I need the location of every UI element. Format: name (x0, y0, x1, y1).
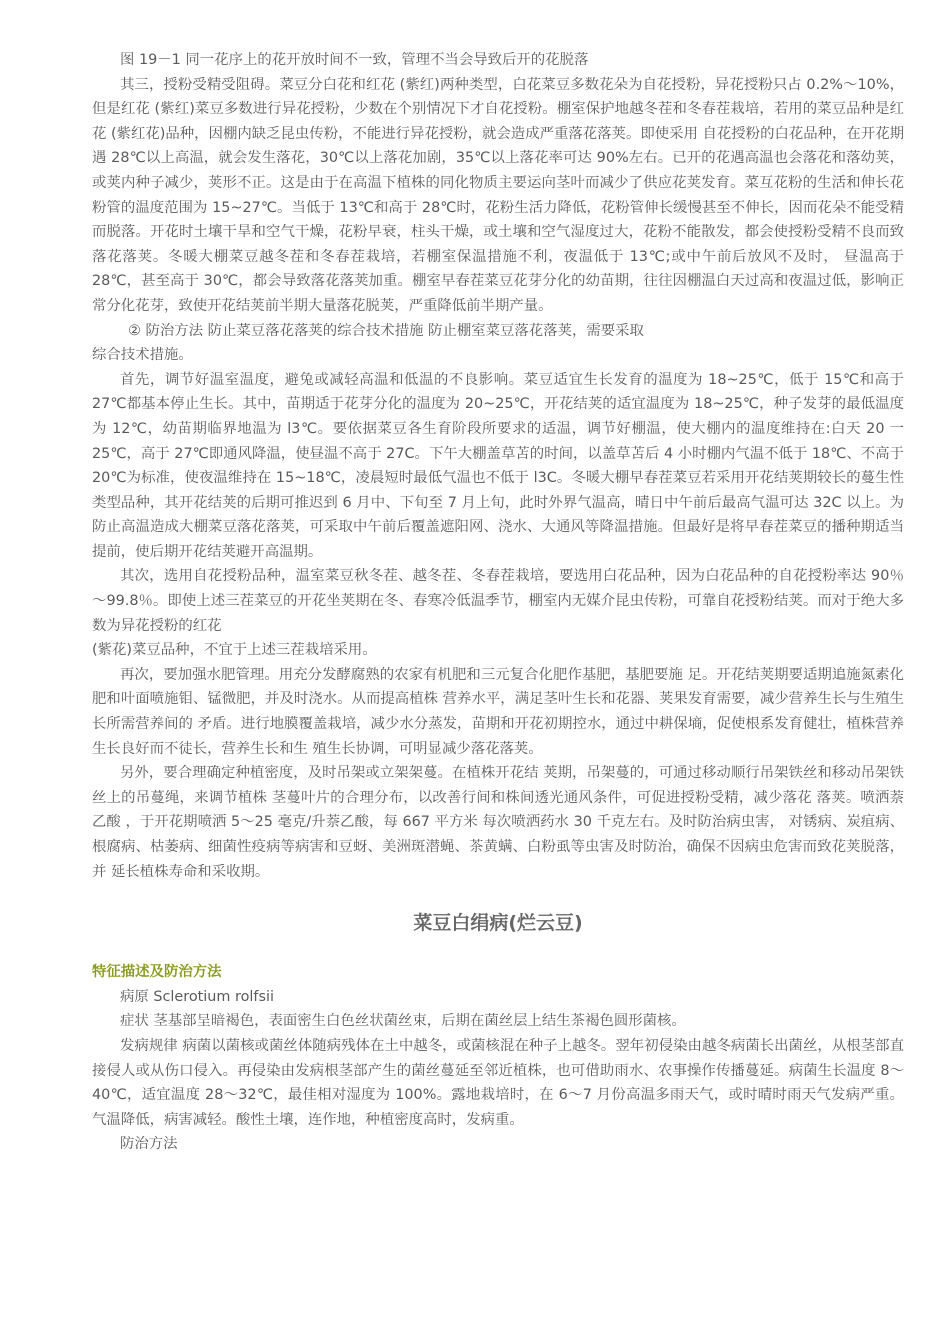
paragraph-density: 另外，要合理确定种植密度，及时吊架或立架架蔓。在植株开花结 荚期，吊架蔓的，可通过移动顺行吊架铁丝和移动吊架铁丝上的吊蔓绳，来调节植株 茎蔓叶片的合理分布，以改善行间和株间透光通风条件，可促进授粉受精，减少落花 落荚。喷洒萘乙酸 ，于开花期喷洒 5～25 毫克/升萘乙酸，每 667 平方米 每次喷洒药水 30 千克左右。及时防治病虫害， 对锈病、炭疽病、根腐病、枯萎病、细菌性疫病等病害和豆蚜、美洲斑潜蝇、茶黄螨、白粉虱等虫害及时防治，确保不因病虫危害而致花荚脱落，并 延长植株寿命和采收期。 (92, 765, 904, 880)
paragraph-prevention-continuation: 综合技术措施。 (92, 347, 193, 364)
disease-pattern-paragraph: 发病规律 病菌以菌核或菌丝体随病残体在土中越冬，或菌核混在种子上越冬。翌年初侵染由越冬病菌长出菌丝，从根茎部直接侵人或从伤口侵入。再侵染由发病根茎部产生的菌丝蔓延至邻近植株，也可借助雨水、农事操作传播蔓延。病菌生长温度 8～40℃，适宜温度 28～32℃，最佳相对湿度为 100%。露地栽培时，在 6～7 月份高温多雨天气，或时晴时雨天气发病严重。气温降低，病害减轻。酸性土壤，连作地，种植密度高时，发病重。 (92, 1037, 904, 1128)
figure-caption: 图 19－1 同一花序上的花开放时间不一致，管理不当会导致后开的花脱落 (120, 52, 589, 68)
document-page (92, 48, 904, 1157)
paragraph-temperature: 首先，调节好温室温度，避兔或减轻高温和低温的不良影响。菜豆适宜生长发育的温度为 18~25℃，低于 15℃和高于 27℃都基本停止生长。其中，苗期适于花芽分化的温度为 20~25℃，开花结荚的适宜温度为 18~25℃，种子发芽的最低温度为 12℃，幼苗期临界地温为 l3℃。要依据菜豆各生育阶段所要求的适温，调节好棚温，使大棚内的温度维持在:白天 20 一 25℃，高于 27℃即通风降温，使昼温不高于 27C。下午大棚盖草苫的时间，以盖草苫后 4 小时棚内气温不低于 18℃、不高于 20℃为标准，使夜温维持在 15~18℃，凌晨短时最低气温也不低于 l3C。冬暖大棚早春茬菜豆若采用开花结荚期较长的蔓生性类型品种，其开花结荚的后期可推迟到 6 月中、下旬至 7 月上旬，此时外界气温高，晴日中午前后最高气温可达 32C 以上。为防止高温造成大棚菜豆落花落荚，可采取中午前后覆盖遮阳网、浇水、大通风等降温措施。但最好是将早春茬菜豆的播种期适当提前，使后期开花结荚避开高温期。 (92, 371, 904, 560)
paragraph-variety-continuation: (紫花)菜豆品种，不宜于上述三茬栽培采用。 (92, 642, 377, 659)
paragraph-pollination: 其三，授粉受精受阻碍。菜豆分白花和红花 (紫红)两种类型，白花菜豆多数花朵为自花授粉，异花授粉只占 0.2%～10%，但是红花 (紫红)菜豆多数进行异花授粉，少数在个别情况下才自花授粉。棚室保护地越冬茬和冬春茬栽培，若用的菜豆品种是红花 (紫红花)品种，因棚内缺乏昆虫传粉，不能进行异花授粉，就会造成严重落花落荚。即使采用 自花授粉的白花品种，在开花期遇 28℃以上高温，就会发生落花，30℃以上落花加剧，35℃以上落花率可达 90%左右。已开的花遇高温也会落花和落幼荚，或荚内种子减少，荚形不正。这是由于在高温下植株的同化物质主要运向茎叶而减少了供应花荚发育。菜互花粉的生活和伸长花粉管的温度范围为 15~27℃。当低于 13℃和高于 28℃时，花粉生活力降低，花粉管伸长缓慢甚至不伸长，因而花朵不能受精而脱落。开花时土壤干旱和空气干燥，花粉早衰，柱头干燥，或土壤和空气湿度过大，花粉不能散发，都会使授粉受精不良而致落花落荚。冬暖大棚菜豆越冬茬和冬春茬栽培，若棚室保温措施不利，夜温低于 13℃;或中午前后放风不及时， 昼温高于 28℃，甚至高于 30℃，都会导致落花落荚加重。棚室早春茬菜豆花芽分化的幼苗期，往往因棚温白天过高和夜温过低，影响正常分化花芽，致使开花结荚前半期大量落花脱荚，严重降低前半期产量。 (92, 76, 904, 314)
pathogen-line: 病原 Sclerotium rolfsii (120, 988, 274, 1005)
control-methods-label: 防治方法 (120, 1136, 178, 1153)
paragraph-variety: 其次，选用自花授粉品种，温室菜豆秋冬茬、越冬茬、冬春茬栽培，要选用白花品种，因为白花品种的自花授粉率达 90％～99.8％。即使上述三茬菜豆的开花坐荚期在冬、春寒冷低温季节，棚室内无媒介昆虫传粉，可靠自花授粉结荚。而对于绝大多数为异花授粉的红花 (92, 568, 904, 634)
section-title: 菜豆白绢病(烂云豆) (413, 912, 583, 935)
paragraph-prevention-heading: ② 防治方法 防止菜豆落花落荚的综合技术措施 防止棚室菜豆落花落荚，需要采取 (128, 322, 644, 339)
section-subheading: 特征描述及防治方法 (92, 964, 222, 981)
symptom-paragraph: 症状 茎基部呈暗褐色，表面密生白色丝状菌丝束，后期在菌丝层上结生茶褐色圆形菌核。 (120, 1013, 686, 1030)
paragraph-fertilizer: 再次，要加强水肥管理。用充分发酵腐熟的农家有机肥和三元复合化肥作基肥，基肥要施 足。开花结荚期要适期追施氮素化肥和叶面喷施钼、锰微肥，并及时浇水。从而提高植株 营养水平，满足茎叶生长和花器、荚果发育需要，减少营养生长与生殖生长所需营养间的 矛盾。进行地膜覆盖栽培，减少水分蒸发，苗期和开花初期控水，通过中耕保墒，促使根系发育健壮，植株营养生长良好而不徒长，营养生长和生 殖生长协调，可明显减少落花落荚。 (92, 666, 904, 757)
